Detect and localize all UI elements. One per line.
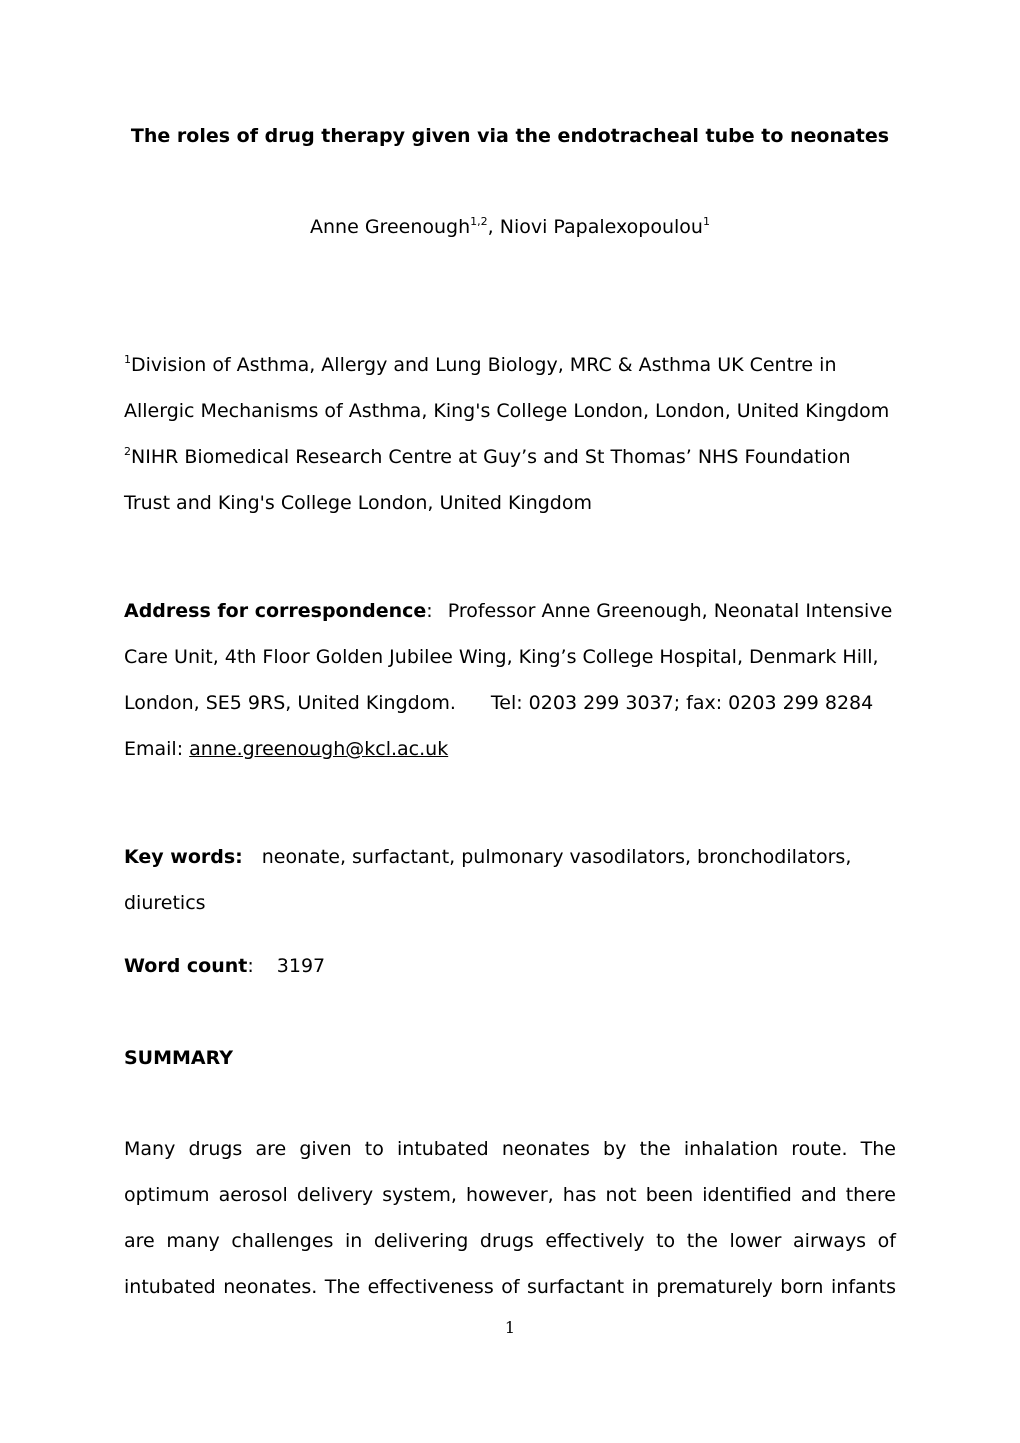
correspondence-colon: : bbox=[426, 600, 433, 622]
correspondence-line-1 bbox=[124, 599, 896, 623]
correspondence-line-2: Care Unit, 4th Floor Golden Jubilee Wing, King’s College Hospital, Denmark Hill, bbox=[124, 646, 879, 668]
author-1: Anne Greenough bbox=[310, 216, 471, 238]
author-separator: , bbox=[487, 216, 500, 238]
correspondence-label: Address for correspondence bbox=[124, 600, 427, 622]
paper-title: The roles of drug therapy given via the endotracheal tube to neonates bbox=[130, 125, 890, 147]
keywords-line-2: diuretics bbox=[124, 892, 206, 914]
affiliation-1-marker: 1 bbox=[124, 353, 131, 366]
correspondence-address-1: Professor Anne Greenough, Neonatal Intensive bbox=[447, 600, 893, 622]
affiliation-1-text: Division of Asthma, Allergy and Lung Biology, MRC & Asthma UK Centre in bbox=[131, 354, 837, 376]
affiliation-2-line-2: Trust and King's College London, United Kingdom bbox=[124, 492, 592, 514]
word-count-line bbox=[124, 954, 896, 978]
affiliation-2-marker: 2 bbox=[124, 445, 131, 458]
author-line bbox=[0, 215, 1020, 239]
affiliation-2-line-1 bbox=[124, 445, 896, 469]
summary-line: intubated neonates. The effectiveness of surfactant in prematurely born infants bbox=[124, 1276, 896, 1298]
keywords-line-1 bbox=[124, 845, 896, 869]
affiliation-1-line-2: Allergic Mechanisms of Asthma, King's College London, London, United Kingdom bbox=[124, 400, 890, 422]
author-2: Niovi Papalexopoulou bbox=[499, 216, 703, 238]
summary-line: are many challenges in delivering drugs effectively to the lower airways of bbox=[124, 1230, 896, 1252]
summary-line: optimum aerosol delivery system, however, has not been identified and there bbox=[124, 1184, 896, 1206]
email-link[interactable]: anne.greenough@kcl.ac.uk bbox=[189, 738, 449, 760]
author-2-affiliation-marker: 1 bbox=[702, 215, 710, 228]
word-count-label: Word count bbox=[124, 955, 248, 977]
keywords-text-1: neonate, surfactant, pulmonary vasodilators, bronchodilators, bbox=[261, 846, 852, 868]
correspondence-email-line bbox=[124, 737, 896, 761]
word-count-value: 3197 bbox=[276, 955, 326, 977]
page-number: 1 bbox=[504, 1318, 516, 1337]
affiliation-1-line-1 bbox=[124, 353, 896, 377]
summary-line: Many drugs are given to intubated neonates by the inhalation route. The bbox=[124, 1138, 896, 1160]
summary-heading: SUMMARY bbox=[124, 1047, 233, 1069]
author-1-affiliation-marker: 1,2 bbox=[470, 215, 488, 228]
email-label: Email: bbox=[124, 738, 190, 760]
keywords-label: Key words: bbox=[124, 846, 243, 868]
word-count-colon: : bbox=[247, 955, 254, 977]
correspondence-city: London, SE5 9RS, United Kingdom. bbox=[124, 692, 456, 714]
affiliation-2-text: NIHR Biomedical Research Centre at Guy’s and St Thomas’ NHS Foundation bbox=[131, 446, 851, 468]
correspondence-line-3 bbox=[124, 691, 896, 715]
correspondence-phone-fax: Tel: 0203 299 3037; fax: 0203 299 8284 bbox=[490, 692, 874, 714]
